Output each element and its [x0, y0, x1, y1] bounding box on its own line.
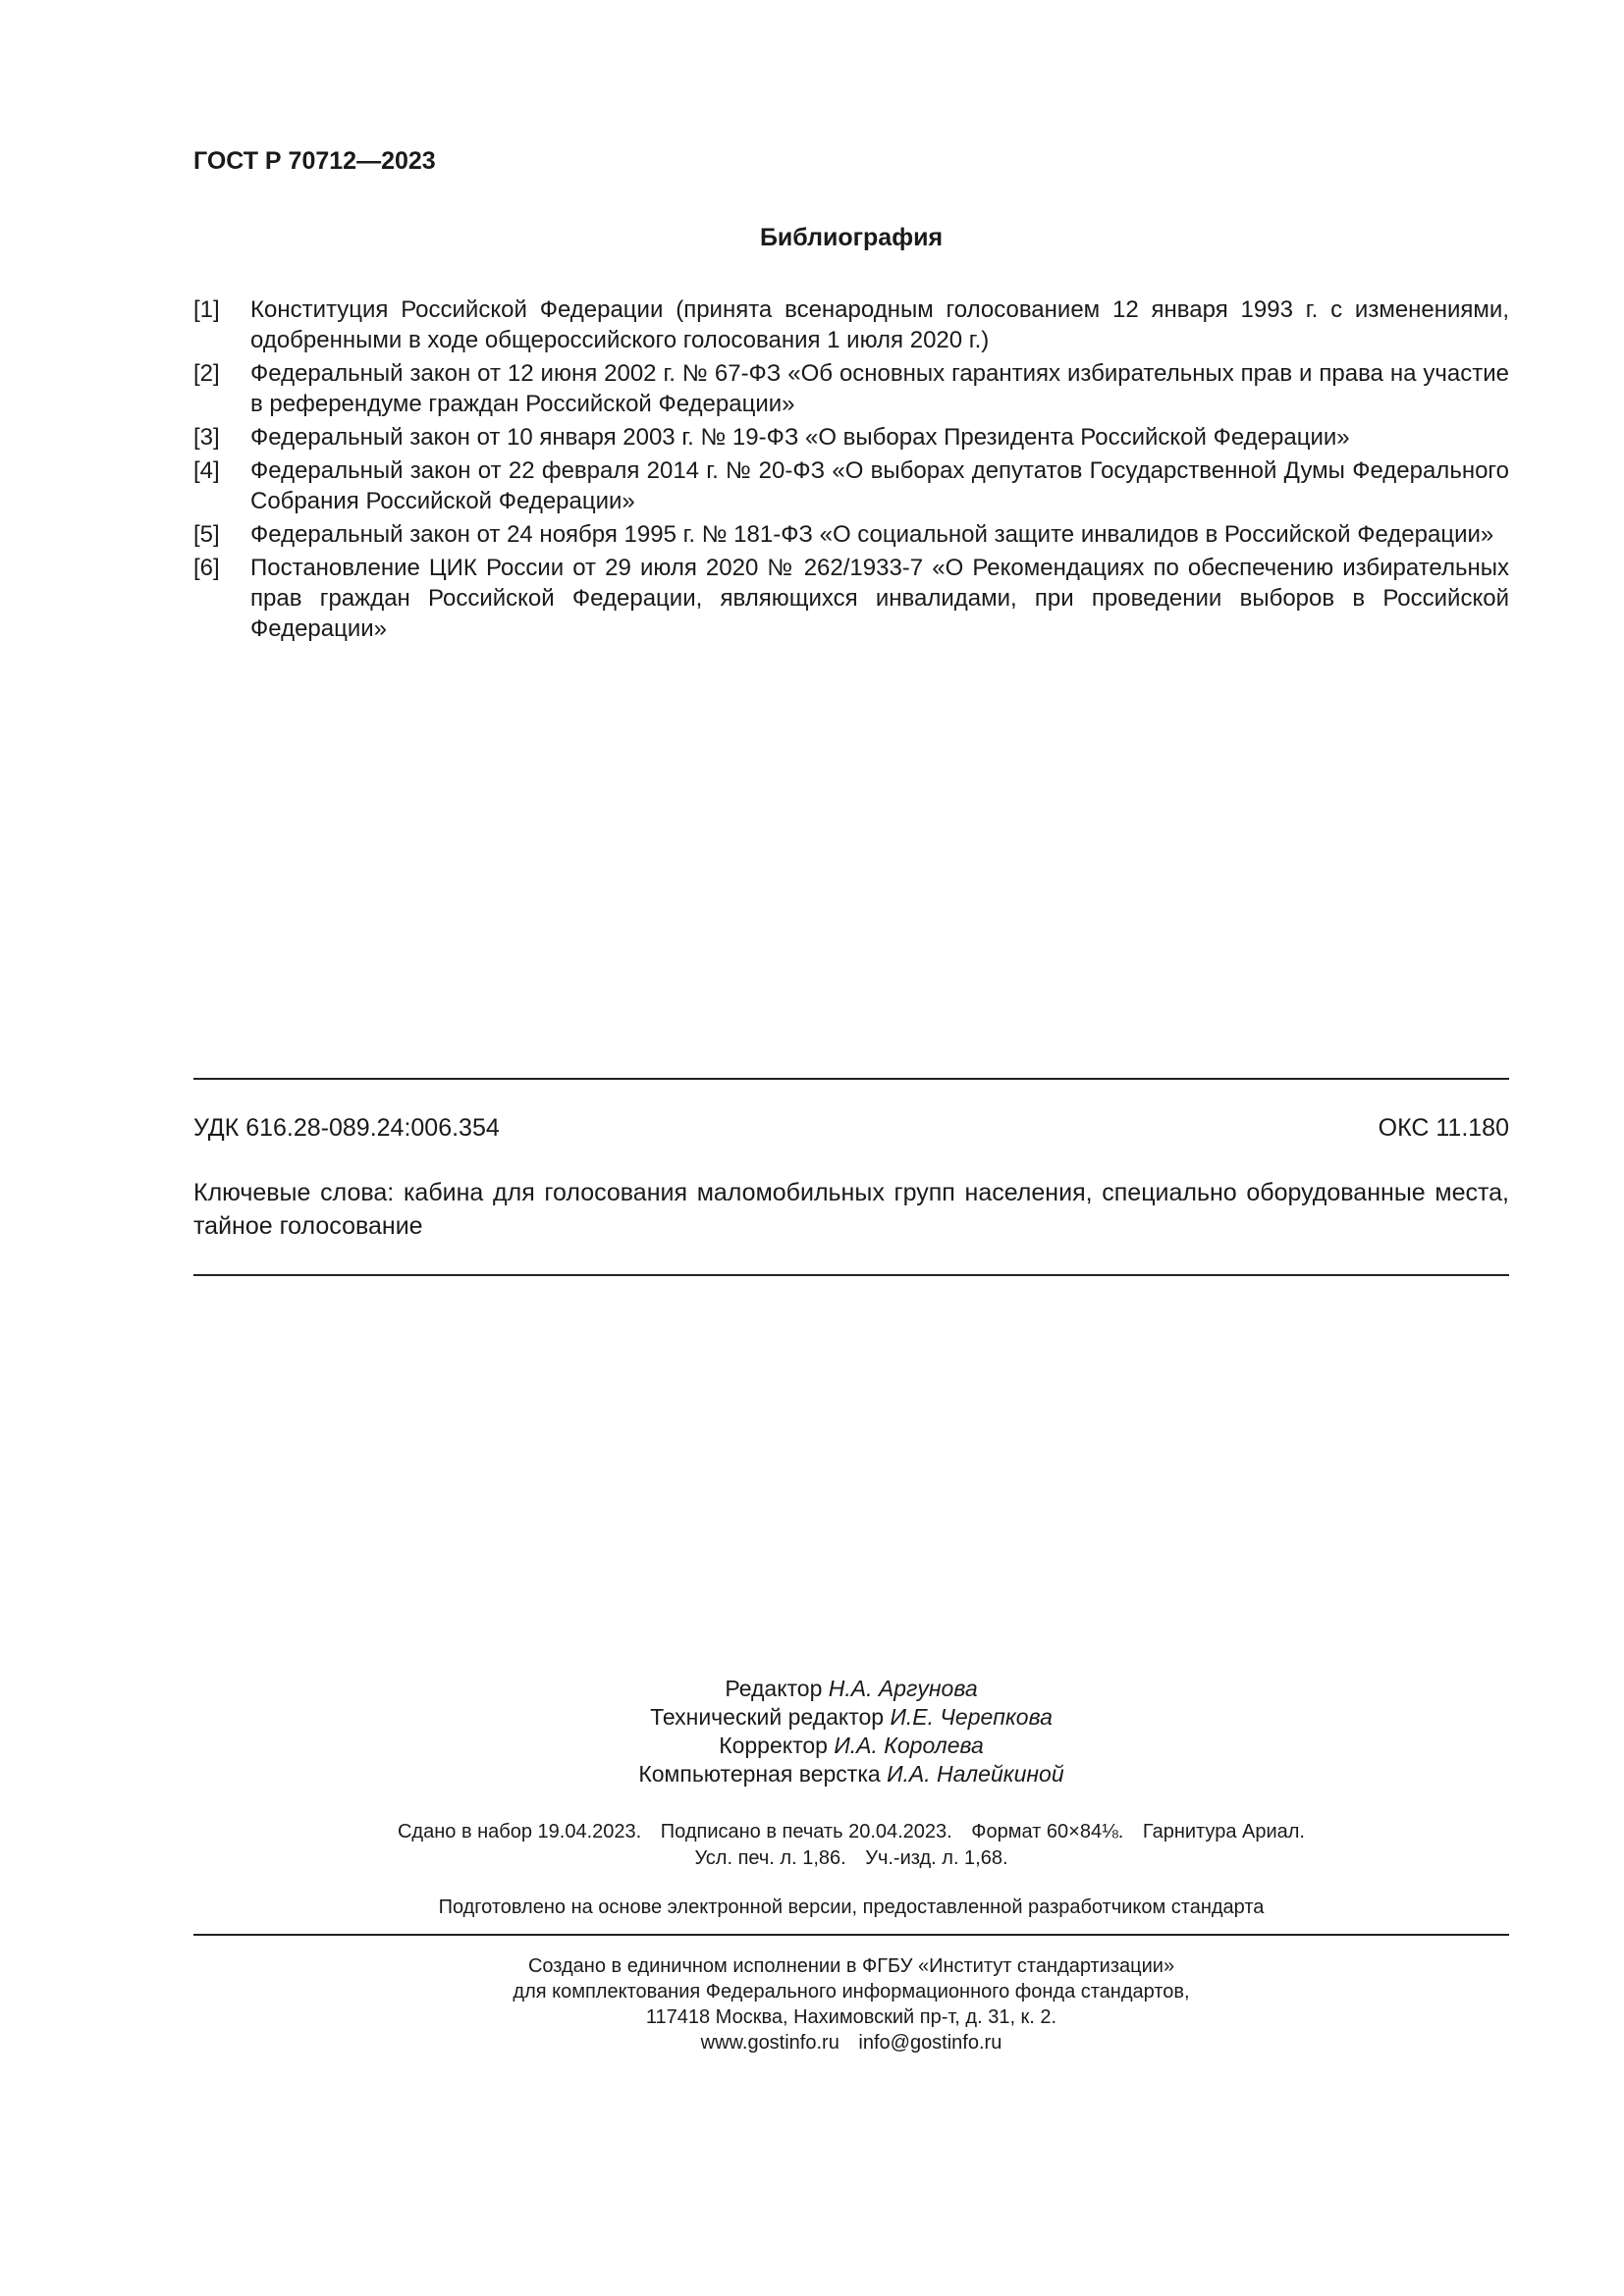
bibliography-item-number: [5]	[193, 521, 220, 548]
print-info-block	[193, 1819, 1509, 1872]
bibliography-item-number: [2]	[193, 360, 220, 387]
bibliography-item-text: Федеральный закон от 24 ноября 1995 г. № 181-ФЗ «О социальной защите инвалидов в Российской Федерации»	[250, 521, 1494, 548]
bibliography-list	[193, 294, 1509, 647]
website-link[interactable]: www.gostinfo.ru	[700, 2032, 839, 2054]
print-sheets: Усл. печ. л. 1,86.	[694, 1847, 846, 1869]
email-link[interactable]: info@gostinfo.ru	[858, 2032, 1002, 2054]
keywords-text: Ключевые слова: кабина для голосования маломобильных групп населения, специально оборудованные места, тайное голосование	[193, 1179, 1509, 1240]
publisher-sheets: Уч.-изд. л. 1,68.	[865, 1847, 1008, 1869]
bibliography-title: Библиография	[759, 224, 944, 251]
bibliography-item-text: Федеральный закон от 22 февраля 2014 г. № 20-ФЗ «О выборах депутатов Государственной Думы Федерального Собрания Российской Федерации»	[250, 457, 1509, 514]
corrector-line	[193, 1732, 1509, 1760]
layout-label: Компьютерная верстка	[638, 1761, 881, 1787]
tech-editor-label: Технический редактор	[650, 1704, 885, 1730]
corrector-name: И.А. Королева	[834, 1733, 984, 1758]
prepared-note: Подготовлено на основе электронной версии, предоставленной разработчиком стандарта	[438, 1896, 1265, 1918]
bibliography-item-text: Федеральный закон от 10 января 2003 г. № 19-ФЗ «О выборах Президента Российской Федерации»	[250, 424, 1350, 451]
bottom-divider	[193, 1934, 1509, 1936]
created-block	[193, 1953, 1509, 2056]
created-line-1: Создано в единичном исполнении в ФГБУ «Институт стандартизации»	[527, 1955, 1175, 1977]
print-info-line-2	[193, 1845, 1509, 1872]
bibliography-item-number: [4]	[193, 457, 220, 484]
bibliography-item-4	[193, 455, 1509, 516]
contact-line	[193, 2030, 1509, 2056]
bibliography-item-number: [1]	[193, 296, 220, 323]
bibliography-item-number: [6]	[193, 555, 220, 581]
bibliography-item-6	[193, 553, 1509, 644]
tech-editor-line	[193, 1703, 1509, 1732]
layout-name: И.А. Налейкиной	[887, 1761, 1064, 1787]
oks-code: ОКС 11.180	[1378, 1114, 1509, 1142]
bibliography-item-text: Федеральный закон от 12 июня 2002 г. № 67-ФЗ «Об основных гарантиях избирательных прав и права на участие в референдуме граждан Российской Федерации»	[250, 360, 1509, 417]
credits-block	[193, 1675, 1509, 1789]
created-line-2: для комплектования Федерального информационного фонда стандартов,	[513, 1981, 1190, 2002]
bibliography-item-text: Постановление ЦИК России от 29 июля 2020 № 262/1933-7 «О Рекомендациях по обеспечению избирательных прав граждан Российской Федерации, являющихся инвалидами, при проведении выборов в Российской Федерации»	[250, 555, 1509, 642]
layout-line	[193, 1760, 1509, 1789]
bibliography-item-1	[193, 294, 1509, 355]
tech-editor-name: И.Е. Черепкова	[890, 1704, 1053, 1730]
classification-row	[193, 1114, 1509, 1143]
udk-code: УДК 616.28-089.24:006.354	[193, 1114, 500, 1142]
middle-divider	[193, 1274, 1509, 1276]
document-number-header: ГОСТ Р 70712—2023	[193, 147, 436, 175]
bibliography-item-3	[193, 422, 1509, 453]
bibliography-item-2	[193, 358, 1509, 419]
corrector-label: Корректор	[719, 1733, 828, 1758]
submitted-date: Сдано в набор 19.04.2023.	[397, 1821, 642, 1842]
signed-date: Подписано в печать 20.04.2023.	[660, 1821, 952, 1842]
bibliography-item-5	[193, 519, 1509, 550]
top-divider	[193, 1078, 1509, 1080]
print-info-line-1	[193, 1819, 1509, 1845]
bibliography-item-text: Конституция Российской Федерации (принята всенародным голосованием 12 января 1993 г. с изменениями, одобренными в ходе общероссийского голосования 1 июля 2020 г.)	[250, 296, 1509, 353]
bibliography-item-number: [3]	[193, 424, 220, 451]
typeface: Гарнитура Ариал.	[1142, 1821, 1305, 1842]
editor-label: Редактор	[725, 1676, 823, 1701]
editor-name: Н.А. Аргунова	[828, 1676, 978, 1701]
paper-format: Формат 60×84⅛.	[971, 1821, 1124, 1842]
created-line-3: 117418 Москва, Нахимовский пр-т, д. 31, к. 2.	[645, 2006, 1057, 2028]
editor-line	[193, 1675, 1509, 1703]
